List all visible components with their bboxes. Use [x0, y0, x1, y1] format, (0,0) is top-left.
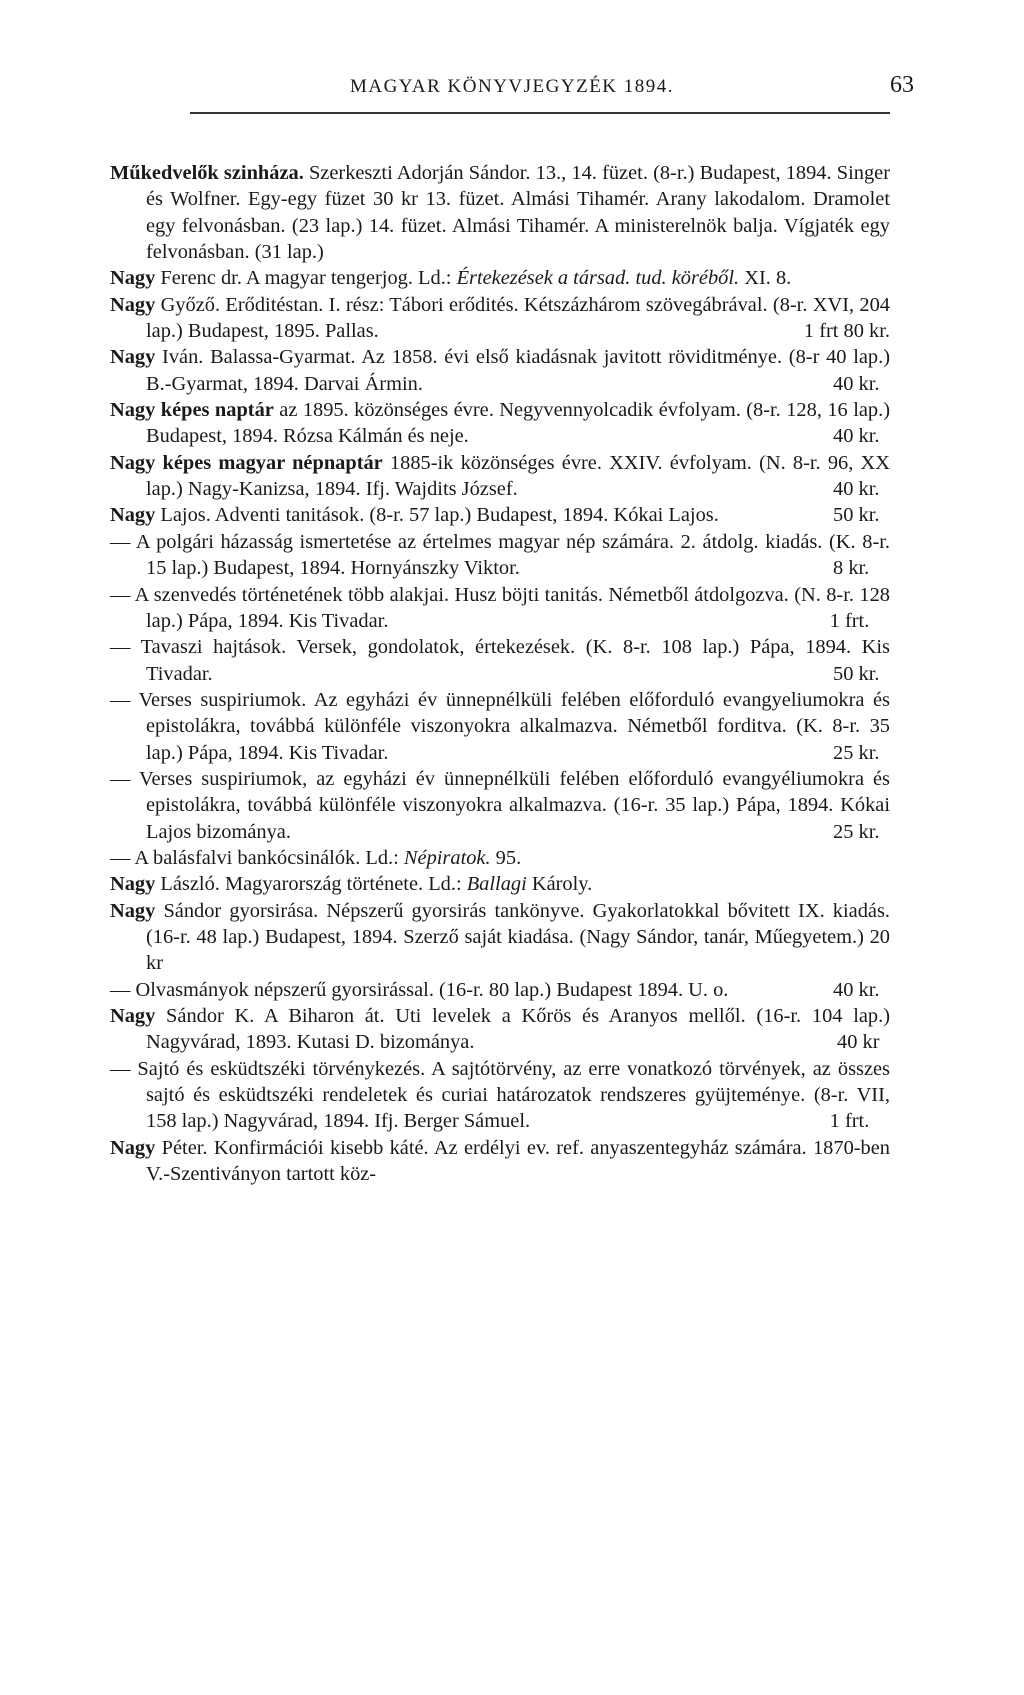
catalog-entry — [110, 344, 890, 397]
entry-text: Verses suspiriumok. Az egyházi év ünnepnélküli felében előforduló evangyeliumokra és epistolákra, továbbá különféle viszonyokra alkalmazva. Németből forditva. (K. 8-r. 35 lap.) Pápa, 1894. Kis Tivadar. — [130, 688, 890, 764]
entry-heading: Nagy — [110, 504, 156, 527]
catalog-entry — [110, 977, 890, 1003]
entry-price: 40 kr. — [833, 372, 880, 395]
catalog-entry — [110, 766, 890, 845]
entry-heading: Nagy képes magyar népnaptár — [110, 451, 383, 474]
entry-heading: — — [110, 846, 131, 869]
catalog-entry — [110, 292, 890, 345]
running-title: MAGYAR KÖNYVJEGYZÉK 1894. — [349, 76, 675, 97]
catalog-entry — [110, 634, 890, 687]
entry-text: Olvasmányok népszerű gyorsirással. (16-r. 80 lap.) Budapest 1894. U. o. — [130, 978, 729, 1001]
entry-heading: Nagy — [110, 1136, 156, 1159]
entry-text: Iván. Balassa-Gyarmat. Az 1858. évi első kiadásnak javitott röviditménye. (8-r 40 lap.) B.-Gyarmat, 1894. Darvai Ármin. — [146, 346, 890, 395]
page-header — [110, 72, 914, 106]
entry-price: 40 kr. — [833, 478, 880, 501]
entry-italic-reference: Értekezések a társad. tud. köréből. — [456, 267, 740, 290]
entry-heading: — — [110, 688, 131, 711]
entry-heading: Nagy képes naptár — [110, 399, 274, 422]
entry-text: Sándor K. A Biharon át. Uti levelek a Kőrös és Aranyos mellől. (16-r. 104 lap.) Nagyvárad, 1893. Kutasi D. bizománya. — [146, 1005, 890, 1054]
entry-price: 25 kr. — [833, 820, 880, 843]
entry-price: 1 frt. — [829, 1110, 870, 1133]
entry-text: Verses suspiriumok, az egyházi év ünnepnélküli felében előforduló evangyéliumokra és epistolákra, továbbá különféle viszonyokra alkalmazva. (16-r. 35 lap.) Pápa, 1894. Kókai Lajos bizománya. — [130, 767, 890, 843]
catalog-entry — [110, 687, 890, 766]
catalog-entry — [110, 450, 890, 503]
entry-heading: Nagy — [110, 346, 156, 369]
entry-heading: — — [110, 530, 131, 553]
entry-text: 1885-ik közönséges évre. XXIV. évfolyam. (N. 8-r. 96, XX lap.) Nagy-Kanizsa, 1894. Ifj. Wajdits József. — [146, 451, 890, 501]
entry-price: 40 kr. — [833, 425, 880, 448]
entry-text: Tavaszi hajtások. Versek, gondolatok, értekezések. (K. 8-r. 108 lap.) Pápa, 1894. Kis Tivadar. — [130, 636, 890, 685]
entry-text: A balásfalvi bankócsinálók. Ld.: — [130, 846, 404, 869]
catalog-entry — [110, 845, 890, 871]
entry-heading: Nagy — [110, 267, 156, 290]
catalog-entry — [110, 1003, 890, 1056]
catalog-entry — [110, 582, 890, 635]
entry-price: 25 kr. — [833, 741, 880, 764]
entry-text: Ferenc dr. A magyar tengerjog. Ld.: — [155, 267, 457, 290]
page-number: 63 — [890, 72, 914, 98]
entry-text: Sajtó és esküdtszéki törvénykezés. A sajtótörvény, az erre vonatkozó törvények, az összes sajtó és esküdtszéki rendeletek és curiai határozatok rendszeres gyüjteménye. (8-r. VII, 158 lap.) Nagyvárad, 1894. Ifj. Berger Sámuel. — [130, 1057, 890, 1133]
catalog-entry — [110, 1056, 890, 1135]
entry-text: az 1895. közönséges évre. Negyvennyolcadik évfolyam. (8-r. 128, 16 lap.) Budapest, 1894. Rózsa Kálmán és neje. — [146, 399, 890, 448]
entry-text: A polgári házasság ismertetése az értelmes magyar nép számára. 2. átdolg. kiadás. (K. 8-r. 15 lap.) Budapest, 1894. Hornyánszky Viktor. — [130, 530, 890, 580]
entry-text: A szenvedés történetének több alakjai. Husz böjti tanitás. Németből átdolgozva. (N. 8-r. 128 lap.) Pápa, 1894. Kis Tivadar. — [130, 583, 890, 632]
catalog-entry — [110, 1135, 890, 1188]
entry-price: 8 kr. — [833, 557, 870, 580]
entry-price: 50 kr. — [833, 504, 880, 527]
header-rule — [190, 112, 890, 114]
entry-heading: Nagy — [110, 1005, 156, 1027]
entry-price: 1 frt 80 kr. — [803, 320, 890, 343]
entry-heading: — — [110, 583, 131, 606]
entry-text: Péter. Konfirmációi kisebb káté. Az erdélyi ev. ref. anyaszentegyház számára. 1870-ben V.-Szentiványon tartott köz- — [146, 1136, 890, 1186]
entry-text-continued: Károly. — [526, 873, 593, 896]
catalog-entry — [110, 502, 890, 528]
entry-price: 40 kr. — [833, 978, 880, 1001]
entry-heading: — — [110, 767, 131, 790]
entry-heading: — — [110, 636, 131, 659]
catalog-entry — [110, 871, 890, 897]
entry-text-continued: XI. 8. — [739, 267, 792, 290]
entry-price: 40 kr — [837, 1031, 880, 1054]
entry-italic-reference: Ballagi — [466, 873, 527, 896]
catalog-entry — [110, 529, 890, 582]
entry-heading: Nagy — [110, 899, 156, 922]
catalog-entry — [110, 265, 890, 291]
entry-price: 1 frt. — [829, 609, 870, 632]
catalog-entries — [110, 160, 890, 1187]
entry-heading: — — [110, 1057, 131, 1080]
entry-heading: Nagy — [110, 873, 156, 896]
catalog-entry — [110, 160, 890, 265]
entry-text: Szerkeszti Adorján Sándor. 13., 14. füzet. (8-r.) Budapest, 1894. Singer és Wolfner. Egy-egy füzet 30 kr 13. füzet. Almási Tihamér. Arany lakodalom. Dramolet egy felvonásban. (23 lap.) 14. füzet. Almási Tihamér. A ministerelnök balja. Vígjaték egy felvonásban. (31 lap.) — [146, 162, 890, 264]
entry-heading: Nagy — [110, 293, 156, 316]
entry-text: Győző. Erőditéstan. I. rész: Tábori erődités. Kétszázhárom szövegábrával. (8-r. XVI, 204 lap.) Budapest, 1895. Pallas. — [146, 293, 890, 343]
entry-price: 50 kr. — [833, 662, 880, 685]
catalog-entry — [110, 898, 890, 977]
entry-text: László. Magyarország története. Ld.: — [155, 873, 467, 896]
entry-heading: — — [110, 978, 131, 1001]
catalog-entry — [110, 397, 890, 450]
entry-text: Lajos. Adventi tanitások. (8-r. 57 lap.) Budapest, 1894. Kókai Lajos. — [155, 504, 719, 527]
entry-text: Sándor gyorsirása. Népszerű gyorsirás tankönyve. Gyakorlatokkal bővitett IX. kiadás. (16-r. 48 lap.) Budapest, 1894. Szerző saját kiadása. (Nagy Sándor, tanár, Műegyetem.) 20 kr — [146, 899, 890, 975]
entry-text-continued: 95. — [490, 846, 522, 869]
entry-heading: Műkedvelők szinháza. — [110, 162, 304, 184]
entry-italic-reference: Népiratok. — [403, 846, 491, 869]
